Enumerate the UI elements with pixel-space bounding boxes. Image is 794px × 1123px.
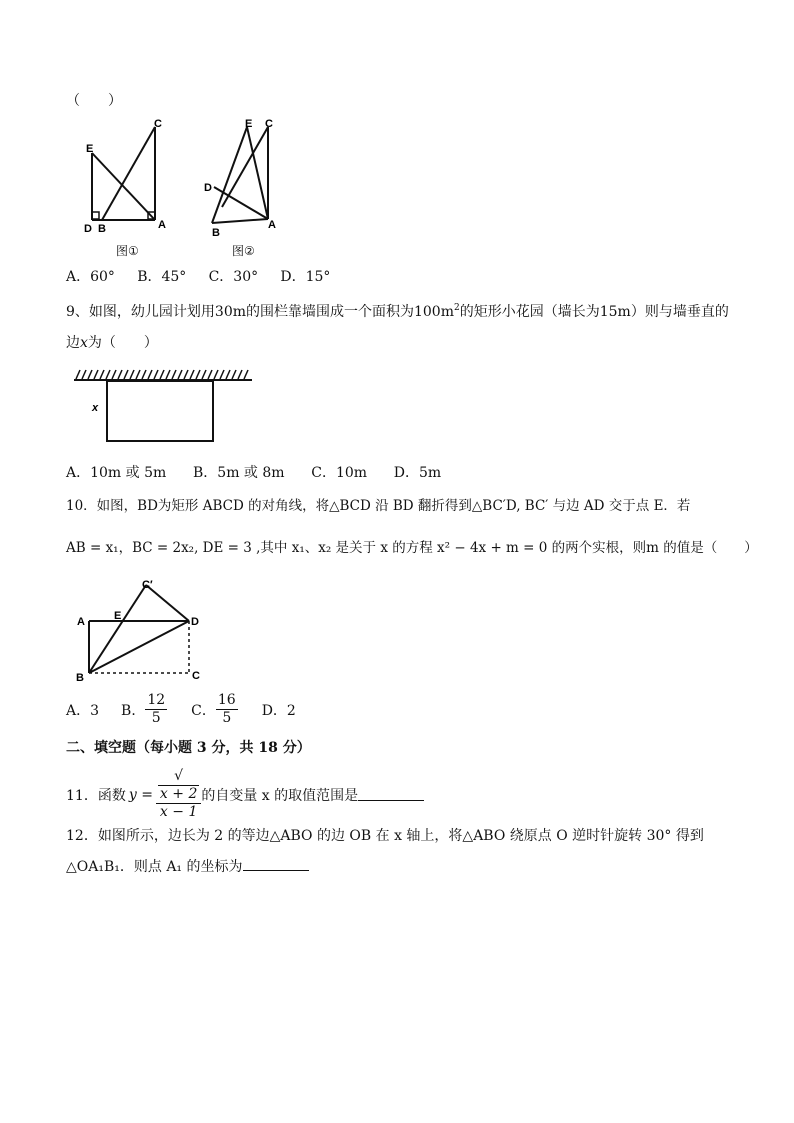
q10-line2: AB = x₁，BC = 2x₂, DE = 3 ,其中 x₁、x₂ 是关于 x 的方程 x² − 4x + m = 0 的两个实根，则m 的值是（ ） — [66, 540, 758, 556]
q9-sup: 2 — [454, 303, 460, 313]
q10-options — [66, 692, 296, 727]
q11-numerator: x + 2 — [159, 786, 198, 802]
q10-label-A: A — [77, 616, 85, 628]
q10-option-c-fraction: $\frac{16}{5}$ — [217, 692, 236, 726]
q12-line1: 12．如图所示，边长为 2 的等边△ABO 的边 OB 在 x 轴上，将△ABO 绕原点 O 逆时针旋转 30° 得到 — [66, 828, 704, 844]
q10-line1: 10．如图，BD为矩形 ABCD 的对角线，将△BCD 沿 BD 翻折得到△BC′D, BC′ 与边 AD 交于点 E．若 — [66, 498, 691, 514]
fig1-segment-EA — [92, 153, 155, 220]
fig1-caption: 图① — [116, 244, 139, 258]
q9-line2 — [66, 332, 158, 352]
q9-option-c: C．10m — [311, 465, 368, 481]
q9-option-b: B．5m 或 8m — [193, 465, 285, 481]
fig1-label-B: B — [98, 223, 106, 235]
q9-figure — [72, 365, 262, 447]
q8-figure-2 — [192, 115, 292, 240]
q12-line2 — [66, 856, 309, 876]
q11-prefix: 11．函数 — [66, 787, 126, 804]
garden-rectangle — [107, 381, 213, 441]
q9-var-x: x — [80, 335, 88, 351]
q10-label-C: C — [192, 670, 200, 682]
q10-option-b-prefix: B． — [121, 702, 146, 719]
q8-option-d: D．15° — [280, 269, 331, 285]
q11-y-eq: y = — [128, 786, 153, 803]
q9-text-b: 的矩形小花园（墙长为15m）则与墙垂直的 — [459, 304, 729, 320]
q8-option-a: A．60° — [66, 269, 115, 285]
fig2-caption: 图② — [232, 244, 255, 258]
fig2-label-B: B — [212, 227, 220, 239]
q10-option-d: D．2 — [261, 702, 296, 719]
q11-fraction: √ x + 2 x − 1 — [156, 768, 201, 821]
q9-option-a: A．10m 或 5m — [66, 465, 167, 481]
q9-option-d: D．5m — [393, 465, 442, 481]
q10-label-B: B — [76, 672, 84, 684]
fig1-label-A: A — [158, 219, 166, 231]
fig1-label-E: E — [86, 143, 94, 155]
q8-option-b: B．45° — [137, 269, 187, 285]
q10-segment-BC1 — [89, 585, 146, 673]
q12-answer-blank[interactable] — [243, 858, 309, 871]
q9-text-d: 为（ ） — [87, 335, 158, 351]
q9-fig-x-label: x — [92, 402, 99, 414]
q9-options — [66, 462, 441, 482]
section2-title: 二、填空题（每小题 3 分，共 18 分） — [66, 740, 311, 756]
wall-hatching — [76, 370, 248, 379]
q11-line — [66, 768, 424, 821]
q10-option-c-prefix: C． — [191, 702, 216, 719]
q8-figure-1 — [80, 115, 190, 240]
fig1-right-angle-D — [92, 212, 99, 219]
fig2-segment-EB — [212, 127, 247, 223]
q10-segment-BD — [89, 621, 189, 673]
q10-label-D: D — [191, 616, 199, 628]
q10-option-b-fraction: $\frac{12}{5}$ — [147, 692, 166, 726]
q11-denominator: x − 1 — [159, 804, 198, 820]
q9-line1 — [66, 301, 729, 321]
fig2-segment-EA — [247, 127, 268, 219]
q9-text-c: 边 — [66, 335, 80, 351]
fig2-label-C: C — [265, 118, 273, 130]
fig2-label-D: D — [204, 182, 212, 194]
fig2-label-E: E — [245, 118, 253, 130]
q10-option-a: A．3 — [66, 702, 100, 719]
q8-paren: （ ） — [66, 93, 122, 109]
q11-answer-blank[interactable] — [358, 788, 424, 801]
q11-suffix: 的自变量 x 的取值范围是 — [201, 787, 359, 804]
q10-figure — [72, 575, 212, 687]
fig1-label-C: C — [154, 118, 162, 130]
q8-option-c: C．30° — [208, 269, 259, 285]
fig2-segment-DA — [214, 187, 268, 219]
fig1-label-D: D — [84, 223, 92, 235]
q9-text-a: 9、如图，幼儿园计划用30m的围栏靠墙围成一个面积为100m — [66, 304, 454, 320]
q12-text: △OA₁B₁．则点 A₁ 的坐标为 — [66, 859, 243, 875]
fig2-segment-BA — [212, 219, 268, 223]
q8-options — [66, 266, 330, 286]
fig2-label-A: A — [268, 219, 276, 231]
q10-label-C1: C′ — [142, 579, 153, 591]
q10-label-E: E — [114, 610, 122, 622]
